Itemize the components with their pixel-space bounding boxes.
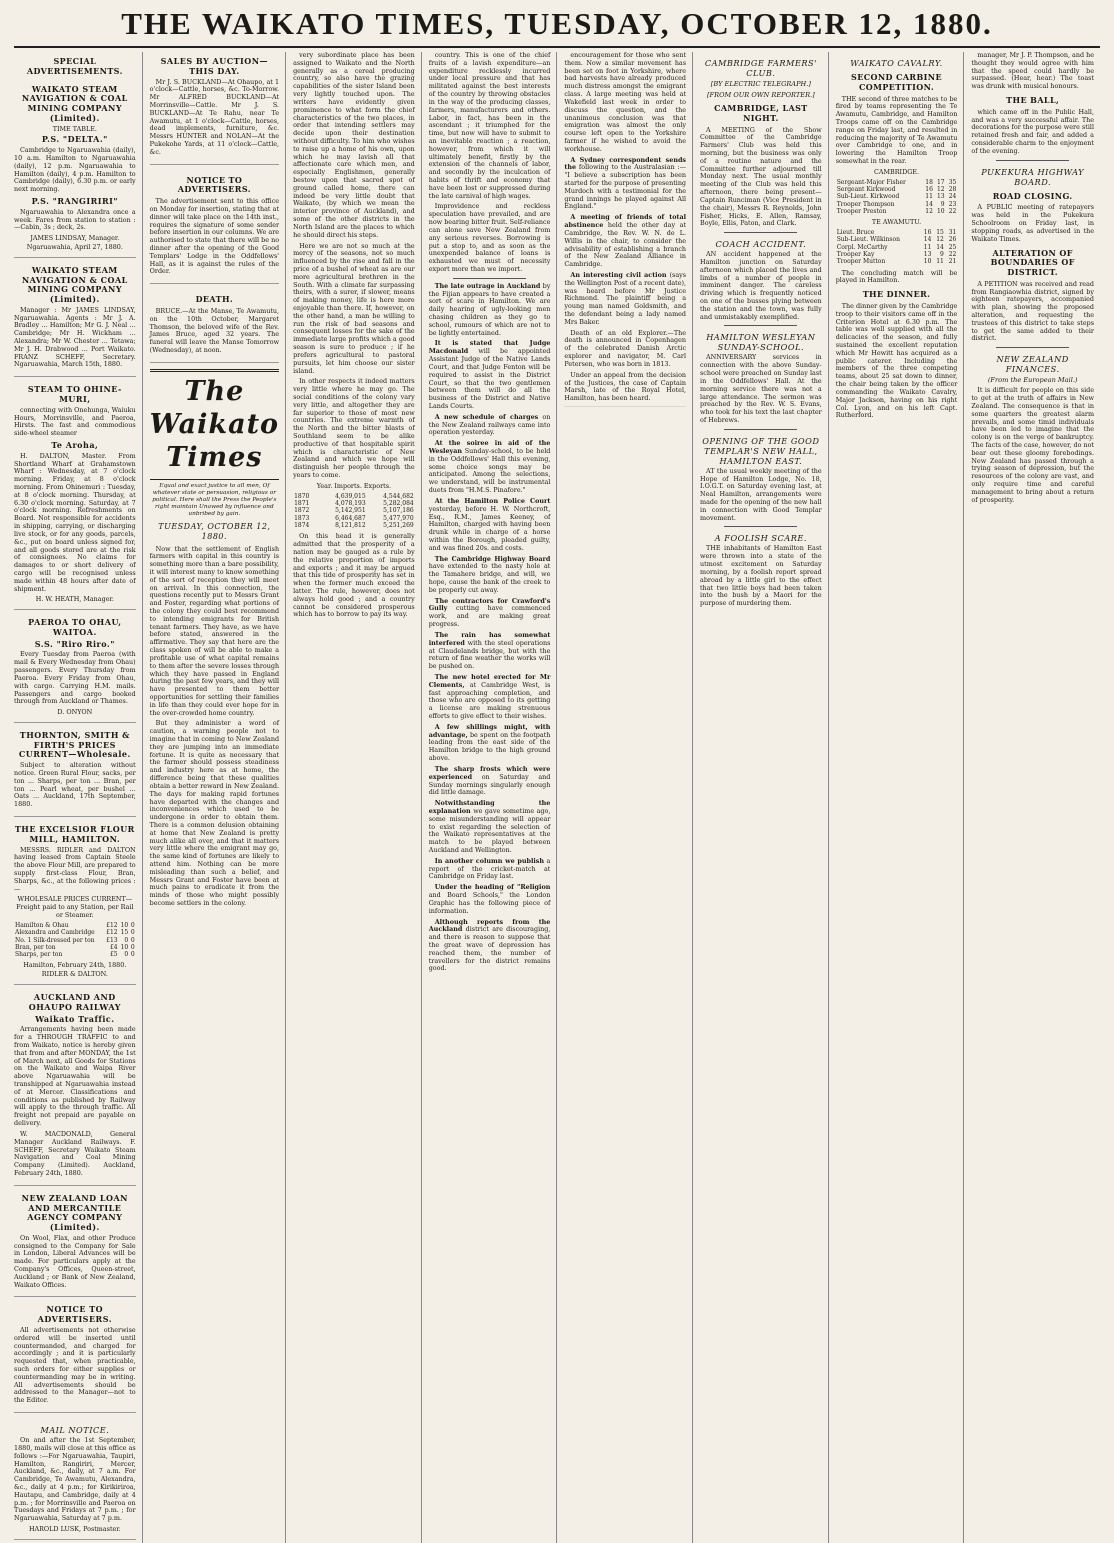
trade-row: [293, 522, 415, 529]
brief-lead: A few shillings might, with advantage,: [428, 722, 551, 739]
divider: [724, 526, 797, 527]
report-body: The concluding match will be played in Hamilton.: [835, 268, 958, 285]
ad-signature: W. MACDONALD, General Manager Auckland Railways. F. SCHEFF, Secretary Waikato Steam Navigation and Coal Mining Company (Limited). Auckland, February 24th, 1880.: [14, 1129, 136, 1177]
brief-lead: A meeting of friends of total abstinence: [564, 213, 687, 230]
ad-ship-name: S.S. "Riro Riro.": [34, 638, 115, 649]
brief-text: district are discouraging, and there is reason to suppose that the great wave of depression has reached them, the number of travellers for the district remains good.: [428, 925, 551, 973]
brief-lead: Although reports from the Auckland: [428, 917, 551, 934]
price-table-heading: WHOLESALE PRICES CURRENT— Freight paid to any Station, per Rail or Steamer.: [16, 895, 134, 920]
brief-lead: Notwithstanding the explanation: [428, 799, 551, 815]
score-row: [836, 201, 958, 208]
table-cell: 10: [936, 207, 945, 215]
article-body: Death of an old Explorer.—The death is announced in Copenhagen of the celebrated Danish Arctic explorer and navigator, M. Carl Petersen, who was born in 1813.: [564, 328, 687, 368]
report-lead: SECOND CARBINE COMPETITION.: [851, 72, 942, 92]
score-table: [836, 229, 958, 266]
table-cell: 11: [925, 193, 933, 201]
text-filler: [564, 406, 686, 412]
ad-body: MESSRS. RIDLER and DALTON having leased from Captain Steele the above Flour Mill, are prepared to supply first-class Flour, Bran, Sharps, &c., at the following prices :—: [14, 845, 136, 893]
ad-body: On Wool, Flax, and other Produce consigned to the Company for Sale in London, Liberal Advances will be made. For particulars apply at the Company's Offices, Queen-street, Auckland ; or Bank of New Zealand, Waikato Offices.: [14, 1233, 136, 1289]
score-row: [836, 186, 958, 193]
report-body: AT the usual weekly meeting of the Hope of Hamilton Lodge, No. 18, I.O.G.T. on Saturday evening last, at Neal Hamilton, arrangements were made for the opening of the new hall in connection with Good Templar movement.: [700, 466, 822, 522]
auction-heading: SALES BY AUCTION—THIS DAY.: [160, 56, 269, 76]
ad-title: WAIKATO STEAM NAVIGATION & COAL MINING COMPANY (Limited).: [21, 264, 128, 304]
table-cell: 16: [923, 229, 932, 236]
brief-item: [429, 858, 551, 881]
table-cell: 0: [130, 929, 135, 937]
brief-item: [429, 632, 551, 671]
ad-title: PAEROA TO OHAU, WAITOA.: [28, 617, 122, 637]
notice-heading: NOTICE TO ADVERTISERS.: [37, 1304, 112, 1325]
ad-subtitle: TIME TABLE.: [52, 124, 97, 133]
column-4: [429, 52, 558, 1543]
brief-text: be spent on the footpath leading from the east side of the Hamilton bridge to the high ground above.: [428, 730, 551, 763]
table-cell: 0: [130, 936, 135, 944]
brief-item: [564, 272, 686, 327]
table-cell: 28: [948, 185, 957, 193]
report-subheading: [BY ELECTRIC TELEGRAPH.]: [710, 80, 811, 88]
table-cell: £12: [106, 929, 118, 937]
table-cell: 4,544,682: [383, 492, 414, 500]
column-8: [971, 52, 1100, 1543]
brief-item: [429, 724, 551, 763]
brief-text: following to the Australasian :— "I believe a subscription has been started for the purpose of presenting Murdoch with a testimonial for the grand innings he played against All England.": [564, 163, 687, 211]
brief-text: on Saturday and Sunday mornings singularly enough did little damage.: [428, 772, 551, 797]
report-body: THE second of three matches to be fired by teams representing the Te Awamutu, Cambridge, and Hamilton Troops came off on the Cambridge range on Friday last, and resulted in reducing the majority of Te Awamutu over Cambridge to one, and in lowering the Hamilton Troop somewhat in the rear.: [835, 94, 958, 165]
table-cell: 4,639,015: [335, 492, 366, 500]
brief-item: [429, 674, 551, 721]
brief-item: [564, 157, 686, 212]
notice-block: [150, 168, 279, 285]
report-lead: CAMBRIDGE, LAST NIGHT.: [714, 103, 808, 123]
brief-item: [429, 440, 551, 495]
divider: [453, 278, 526, 279]
table-cell: 25: [948, 243, 957, 251]
brief-item: [429, 283, 551, 338]
table-cell: 18: [925, 178, 933, 186]
brief-lead: It is stated that Judge Macdonald: [428, 339, 551, 356]
score-row: [836, 251, 958, 258]
table-cell: 8,121,812: [335, 521, 366, 529]
notice-heading: NOTICE TO ADVERTISERS.: [177, 174, 251, 195]
price-row: [14, 937, 136, 944]
price-row: [14, 951, 136, 958]
ad-railway: [14, 988, 136, 1186]
brief-item: [429, 919, 551, 974]
ad-title: THORNTON, SMITH & FIRTH'S PRICES CURRENT—Wholesale.: [18, 729, 131, 760]
table-cell: 11: [936, 258, 944, 266]
brief-text: a report of the cricket-match at Cambridge on Friday last.: [428, 856, 551, 881]
table-cell: No. 1 Silk-dressed per ton: [15, 936, 95, 944]
report-body: A PUBLIC meeting of ratepayers was held in the Pukekura Schoolroom on Friday last, in stopping roads, as advertised in the Waikato Times.: [971, 203, 1094, 243]
ad-excelsior-mill: [14, 820, 136, 985]
editorial-body: But they administer a word of caution, a warning people not to imagine that in coming to New Zealand they are jumping into an immediate fortune. It is quite as necessary that the farmer should possess steadiness and industry here as at home, the difference being that these qualities obtain a better reward in New Zealand. The days for making rapid fortunes have departed with the changes and inconveniences which used to be undergone in order to obtain them. There is a common delusion obtaining at home that New Zealand is pretty much alike all over, and that it matters very little where the emigrant may go, the same kind of fortunes are likely to attend him. Nothing can be more misleading than such a belief, and Messrs Grant and Foster have been at much pains to eradicate it from the minds of those who might possibly become settlers in the colony.: [149, 719, 280, 908]
score-table-heading: TE AWAMUTU.: [871, 218, 922, 227]
report-heading: WAIKATO CAVALRY.: [850, 58, 943, 68]
divider: [724, 325, 797, 326]
ad-body: Manager : Mr JAMES LINDSAY, Ngaruawahia. Agents : Mr J. A. Bradley ... Hamilton; Mr G. J. Neal ... Cambridge; Mr H. Wickham ... Alexandra; Mr W. Chester ... Tetawa; Mr J. H. Drabwood ... Port Waikato. FRANZ SCHEFF, Secretary. Ngaruawahia, March 15th, 1880.: [14, 305, 136, 369]
ad-steam-ohinemuri: [14, 380, 136, 610]
table-cell: 12: [936, 236, 944, 244]
table-cell: 0: [130, 951, 135, 959]
table-cell: 5,142,951: [335, 507, 366, 515]
table-cell: Trooper Thompson: [836, 200, 895, 208]
death-heading: DEATH.: [195, 294, 234, 305]
brief-item: [429, 766, 551, 797]
brief-text: will be appointed Assistant Judge of the Native Lands Court, and that Judge Fenton will be required to assist in the District Court, so that the two gentlemen between them will do all the business of the District and Native Lands Courts.: [428, 347, 551, 410]
table-cell: 0: [130, 943, 135, 951]
table-cell: 5,282,084: [383, 500, 414, 507]
table-cell: £5: [109, 951, 118, 959]
column-7: [836, 52, 965, 1543]
ad-signature: JAMES LINDSAY, Manager.: [30, 234, 120, 243]
article-body: encouragement for those who sent them. Now a similar movement has been set on foot in Yorkshire, where bad harvests have already produced much distress amongst the emigrant class. A large meeting was held at Wakefield last week in order to discuss the question, and the unanimous conclusion was that emigration was almost the only course left open to the Yorkshire farmer if he wished to avoid the workhouse.: [564, 51, 687, 153]
divider: [996, 347, 1070, 348]
table-cell: 0: [124, 951, 129, 959]
table-cell: 10: [120, 943, 129, 951]
divider: [724, 429, 797, 430]
brief-lead: At the Hamilton Police Court: [434, 496, 551, 505]
sales-by-auction: [150, 52, 279, 165]
ad-ship-name: Te Aroha,: [51, 440, 99, 450]
editorial-body: On this head it is generally admitted that the prosperity of a nation may be gauged as a rule by the relative proportion of imports and exports ; and it may be argued that this tide of prosperity has set in when the former much exceed the latter. The rule, however, does not always hold good ; and a country cannot be considered prosperous which has to borrow to pay its way.: [293, 532, 415, 619]
table-cell: 1872: [294, 507, 310, 515]
table-cell: Sub-Lieut. Kirkwood: [836, 193, 900, 201]
ad-body: connecting with Onehunga, Waiuku Hours, Morrinsville, and Paeroa, Hirsts. The fast and commodious side-wheel steamer: [14, 405, 136, 438]
ad-ship-name: P.S. "RANGIRIRI": [31, 195, 119, 206]
auction-body: Mr J. S. BUCKLAND—At Ohaupo, at 1 o'clock—Cattle, horses, &c. To-Morrow. Mr ALFRED BUCKLAND—At Morrinsville—Cattle. Mr J. S. BUCKLAND—At Te Rahu, near Te Awamutu, at 1 o'clock—Cattle, horses, dead implements, furniture, &c. Messrs HUNTER and NOLAN—At the Pukekohe Yards, at 11 o'clock—Cattle, &c.: [149, 77, 280, 156]
divider: [724, 232, 797, 233]
table-cell: 22: [948, 207, 957, 215]
table-cell: 15: [936, 229, 944, 236]
score-row: [836, 244, 958, 251]
mail-notice: [14, 1416, 136, 1540]
notice-body: All advertisements not otherwise ordered will be inserted until countermanded, and charged for accordingly ; and it is particularly requested that, when practicable, such orders for either supplies or countermanding may be in writing. All advertisements should be addressed to the Manager—not to the Editor.: [14, 1325, 136, 1405]
columns: [14, 51, 1100, 1533]
mail-notice-body: On and after the 1st September, 1880, mails will close at this office as follows :—For Ngaruawahia, Taupiri, Hamilton, Rangiriri, Mercer, Auckland, &c., daily, at 7 a.m. For Cambridge, Te Awamutu, Alexandra, &c., daily at 4 p.m.; for Kirikiriroa, Hautapu, and Cambridge, daily at 4 p.m. ; for Morrinsville and Paeroa on Tuesdays and Fridays at 7 p.m. ; for Ngaruawahia, Saturday at 7 p.m.: [14, 1436, 136, 1523]
report-heading: HAMILTON WESLEYAN SUNDAY-SCHOOL.: [706, 332, 816, 353]
price-row: [14, 944, 136, 951]
brief-item: [429, 598, 551, 629]
table-cell: Corpl. McCarthy: [836, 243, 888, 251]
trade-row: [293, 515, 415, 522]
trade-row: [293, 500, 415, 507]
score-row: [836, 258, 958, 265]
report-body: A MEETING of the Show Committee of the Cambridge Farmers' Club was held this morning, but the business was only of a routine nature and the Committee further adjourned till Monday next. The usual monthly meeting of the Club was held this afternoon, there being present—Captain Runciman (Vice President in the chair), Messrs R. Reynolds, John Fisher, Hicks, E. Allen, Ramsay, Boyle, Ellis, Paton, and Clark.: [700, 125, 822, 228]
table-cell: Sergeant Kirkwood: [836, 185, 896, 193]
table-cell: 22: [948, 250, 957, 258]
table-cell: £13: [106, 936, 118, 944]
table-cell: 4,078,193: [335, 500, 366, 507]
notice-body: The advertisement sent to this office on Monday for insertion, stating that at dinner will take place on the 14th inst., requires the signature of some sender before insertion in our columns. We are authorised to state that there will be no dinner after the opening of the Good Templars' Lodge in the Oddfellows' Hall, as it is against the rules of the Order.: [149, 197, 280, 276]
column-1: [14, 52, 143, 1543]
ad-title: THE EXCELSIOR FLOUR MILL, HAMILTON.: [14, 824, 135, 844]
report-body: manager, Mr J. P. Thompson, and he thought they would agree with him that the speed could hardly be surpassed. (Hear, hear.) The toast was drunk with musical honours.: [971, 51, 1094, 91]
ad-title: NEW ZEALAND LOAN AND MERCANTILE AGENCY COMPANY (Limited).: [21, 1192, 128, 1232]
table-cell: 1870: [294, 492, 310, 500]
mail-notice-signature: HAROLD LUSK, Postmaster.: [28, 1525, 121, 1533]
score-row: [836, 193, 958, 200]
score-row: [836, 236, 958, 243]
brief-lead: In another column we publish: [434, 856, 545, 865]
table-cell: 31: [948, 229, 957, 236]
table-cell: 15: [120, 929, 129, 937]
divider: [996, 160, 1070, 161]
special-advertisements-heading: SPECIAL ADVERTISEMENTS.: [26, 56, 123, 76]
table-cell: Sub-Lieut. Wilkinson: [836, 236, 900, 244]
trade-table-heading: Year. Imports. Exports.: [316, 481, 392, 490]
report-subheading: THE DINNER.: [862, 289, 931, 300]
trade-row: [293, 493, 415, 500]
table-cell: 16: [925, 185, 933, 193]
report-body: A PETITION was received and read from Rangiaowhia district, signed by eighteen ratepayers, accompanied with plan, showing the proposed alteration, and requesting the trustees of this district to take steps to get the same added to their district.: [971, 279, 1094, 343]
table-cell: 12: [936, 185, 945, 193]
price-table: [14, 922, 136, 959]
brief-lead: A new schedule of charges: [434, 412, 539, 421]
table-cell: Lieut. Bruce: [836, 229, 875, 236]
brief-text: with the steel operations at Claudelands bridge, but with the return of fine weather the works will be pushed on.: [428, 638, 551, 671]
table-cell: 17: [936, 178, 945, 186]
brief-lead: An interesting civil action: [570, 270, 667, 279]
masthead: [14, 6, 1100, 48]
brief-lead: The Cambridge Highway Board: [434, 554, 551, 563]
newspaper-nameplate: The Waikato Times: [150, 369, 279, 480]
table-cell: Trooper Mutton: [836, 258, 886, 266]
column-6: [700, 52, 829, 1543]
brief-item: [429, 340, 551, 410]
brief-item: [429, 884, 551, 915]
table-cell: 9: [940, 250, 944, 258]
table-cell: Alexandra and Cambridge: [15, 929, 95, 937]
ad-subtitle: Waikato Traffic.: [35, 1013, 115, 1024]
ad-body: Cambridge to Ngaruawahia (daily), 10 a.m. Hamilton to Ngaruawahia (daily), 12 p.m. Ngaruawahia to Hamilton (daily), 4 p.m. Hamilton to Cambridge (daily), 6.30 p.m. or early next morning.: [14, 146, 136, 194]
brief-text: we gave sometime ago, some misunderstanding will appear to exist regarding the selection of the Waikato representatives at the match to be played between Auckland and Wellington.: [428, 806, 551, 854]
table-cell: 14: [925, 200, 933, 208]
report-subheading: THE BALL,: [1006, 95, 1060, 106]
report-subheading: [FROM OUR OWN REPORTER.]: [706, 91, 815, 100]
editorial-lead: Now that the settlement of English farmers with capital in this country is something more than a bare possibility, it will interest many to know something of the sort of reception they will meet on arrival. In this connection, the questions recently put to Messrs Grant and Foster, regarding what portions of the colony they could best recommend to intending emigrants for British tenant farmers. They have, as we have before stated, answered in the affirmative. They say that here are the class spoken of will be able to make a profitable use of what capital remains to them after the severe losses through which they have passed in England during the past few years, and they will have presented to them better opportunities for settling their families in life than they could ever hope for in the over-crowded home country.: [149, 544, 280, 717]
brief-item: [429, 498, 551, 553]
column-5: [564, 52, 693, 1543]
table-cell: 5,251,269: [383, 521, 414, 529]
score-table-heading: CAMBRIDGE.: [874, 167, 920, 176]
ad-body: Subject to alteration without notice. Green Rural Flour, sacks, per ton ... Sharps, per ton ... Bran, per ton ... Pearl wheat, per bushel ... Oats ... Auckland, 17th September, 1880.: [14, 761, 136, 809]
table-cell: 10: [120, 921, 129, 929]
ad-title: AUCKLAND AND OHAUPO RAILWAY: [28, 992, 121, 1012]
brief-lead: The late outrage in Auckland: [434, 281, 541, 290]
table-cell: Sergeant-Major Fisher: [836, 178, 906, 186]
brief-text: and Board Schools," the London Graphic has the following piece of information.: [428, 891, 551, 915]
brief-lead: The new hotel erected for Mr Clements,: [428, 672, 551, 689]
editorial-body: Here we are not so much at the mercy of the seasons, not so much influenced by the rise and fall in the price of a bushel of wheat as are our more agricultural brethren in the South. With a climate far surpassing theirs, with a surer, if slower, means of making money, life is here more enjoyable than there. If, however, on the other hand, a man be willing to run the risk of bad seasons and consequent losses for the sake of the immediate large profits which a good season is sure to produce ; if he prefers agricultural to pastoral pursuits, let him choose our sister island.: [293, 241, 415, 375]
brief-text: Sunday-school, to be held in the Oddfellows' Hall this evening, some choice songs may be anticipated. Among the selections, we understand, will be instrumental duets from "H.M.S. Pinafore.": [428, 447, 551, 495]
ad-paeroa: [14, 613, 136, 723]
table-cell: Trooper Preston: [836, 207, 887, 215]
table-cell: 5,477,970: [383, 514, 414, 522]
table-cell: 1871: [294, 500, 310, 507]
ad-body: Arrangements having been made for a THROUGH TRAFFIC to and from Waikato, notice is hereby given that from and after MONDAY, the 1st of March next, all Goods for Stations on the Waikato and Waipa River above Ngaruawahia will be transhipped at Ngaruawahia instead of at Mercer. Classifications and conditions as published by Railway will apply to the through traffic. All freight not prepaid are payable on delivery.: [14, 1025, 136, 1128]
ad-steam-navigation: [14, 80, 136, 258]
brief-item: [429, 556, 551, 595]
report-heading: COACH ACCIDENT.: [715, 239, 807, 250]
report-body: AN accident happened at the Hamilton junction on Saturday afternoon which placed the lives and limbs of a number of people in imminent danger. The careless driving which is frequently noticed on one of the busses plying between the station and the town, was fully and unmistakably exemplified.: [700, 250, 822, 321]
brief-text: by the Fijian appears to have created a sort of scare in Hamilton. We are daily hearing of ugly-looking men chasing children as they go to school, rumours of which are not to be lightly entertained.: [428, 281, 551, 337]
ad-signature: H. W. HEATH, Manager.: [35, 595, 114, 604]
table-cell: 11: [923, 243, 932, 251]
table-cell: 26: [948, 236, 957, 244]
report-heading: PUKEKURA HIGHWAY BOARD.: [981, 166, 1085, 187]
ad-body: Every Tuesday from Paeroa (with mail & Every Wednesday from Ohau) passengers. Every Thursday from Paeroa. Every Friday from Ohau, with cargo. Carrying H.M. mails. Passengers and cargo booked through from Auckland or Thames.: [14, 650, 136, 706]
report-body: The dinner given by the Cambridge troop to their visitors came off in the Criterion Hotel at 6.30 p.m. The table was well supplied with all the delicacies of the season, and fully sustained the excellent reputation which Mr Hewitt has acquired as a public caterer. Including the members of the three competing teams, about 25 sat down to dinner, the chair being taken by the officer commanding the Waikato Cavalry, Major Jackson, having on his right Col. Lyon, and on his left Capt. Rutherford.: [835, 301, 958, 420]
notice-to-advertisers: [14, 1300, 136, 1413]
table-cell: Sharps, per ton: [15, 951, 63, 959]
report-heading: A FOOLISH SCARE.: [714, 533, 807, 544]
ad-ship-name: P.S. "DELTA.": [41, 134, 108, 145]
table-cell: 1874: [294, 521, 310, 529]
table-cell: 0: [124, 936, 129, 944]
report-lead: ROAD CLOSING.: [992, 190, 1073, 201]
editorial-body: Improvidence and reckless speculation have prevailed, and are now bearing bitter fruit. Self-reliance can alone save New Zealand from any serious reverses. Borrowing is put a stop to, and as soon as the unexpended balance of loans is exhausted we must of necessity export more than we import.: [428, 202, 551, 273]
death-notice: [150, 287, 279, 363]
brief-lead: The sharp frosts which were experienced: [428, 764, 551, 781]
report-heading: OPENING OF THE GOOD TEMPLAR'S NEW HALL, HAMILTON EAST.: [702, 435, 820, 466]
report-body: It is difficult for people on this side to get at the truth of affairs in New Zealand. The consequence is that in some quarters the greatest alarm prevails, and some timid individuals have been led to imagine that the colony is on the verge of bankruptcy. The facts of the case, however, do not bear out these gloomy forebodings. New Zealand has passed through a trying season of depression, but the resources of the colony are vast, and only require time and careful management to bring about a return of prosperity.: [971, 386, 1094, 504]
score-row: [836, 229, 958, 236]
trade-table: [293, 493, 415, 530]
report-heading: NEW ZEALAND FINANCES.: [996, 354, 1069, 375]
table-cell: Hamilton & Ohau: [15, 921, 69, 929]
brief-text: at Cambridge West, is fast approaching completion, and those who are opposed to its getting a license are making strenuous efforts to give effect to their wishes.: [428, 680, 551, 720]
table-cell: 0: [130, 921, 135, 929]
brief-text: cutting have commenced work, and are making great progress.: [428, 604, 551, 629]
report-body: THE inhabitants of Hamilton East were thrown into a state of the utmost excitement on Saturday morning, by a foolish report spread abroad by a little girl to the effect that two little boys had been taken into the bush by a Maori for the purpose of murdering them.: [700, 544, 822, 608]
brief-item: [564, 214, 686, 269]
column-2: [150, 52, 286, 1543]
table-cell: 21: [948, 258, 957, 266]
ad-title: STEAM TO OHINE-MURI,: [27, 384, 122, 404]
table-cell: Trooper Kay: [836, 250, 875, 258]
brief-item: [429, 800, 551, 855]
price-row: [14, 929, 136, 936]
ad-body: Ngaruawahia to Alexandra once a week. Fares from station to station :—Cabin, 3s ; deck, 2s.: [14, 207, 136, 232]
brief-text: on the New Zealand railways came into operation yesterday.: [428, 412, 551, 437]
table-cell: 14: [923, 236, 932, 244]
score-table: [836, 179, 958, 216]
brief-lead: Under the heading of "Religion: [434, 883, 551, 892]
nameplate-motto: Equal and exact justice to all men, Of whatever state or persuasion, religious or political. Here shall the Press the People's right maintain Unawed by influence and unbribed by gain.: [152, 482, 277, 517]
score-row: [836, 179, 958, 186]
death-body: BRUCE.—At the Manse, Te Awamutu, on the 10th October, Margaret Thomson, the beloved wife of the Rev. James Bruce, aged 32 years. The funeral will leave the Manse Tomorrow (Wednesday), at noon.: [149, 307, 280, 355]
price-row: [14, 922, 136, 929]
ad-title: WAIKATO STEAM NAVIGATION & COAL MINING COMPANY (Limited).: [21, 83, 128, 123]
editorial-body: country. This is one of the chief fruits of a lavish expenditure—an expenditure recklessly incurred under local pressure and that has militated against the best interests of the country by throwing obstacles in the way of the producing classes, farmers, manufacturers and others. Labor, in fact, has been in the ascendant ; it triumphed for the time, but now will have to submit to an inevitable reaction ; a reaction, however, from which it will ultimately benefit, firstly by the extension of the channels of labor, and secondly by the inculcation of habits of thrift and economy that have been lost or suppressed during the late carnival of high wages.: [428, 51, 551, 200]
brief-item: [429, 414, 551, 437]
table-cell: 24: [948, 193, 957, 201]
table-cell: 10: [923, 258, 932, 266]
editorial-body: In other respects it indeed matters very little where he may go. The social conditions of the colony vary very little, and altogether they are far superior to those of most new countries. The extreme warmth of the North and the bitter blasts of Southland seem to be alike productive of that hospitable spirit which is characteristic of New Zealand and which we hope will distinguish her people through the years to come.: [293, 377, 415, 480]
ad-signature: RIDLER & DALTON.: [41, 970, 108, 979]
article-body: Under an appeal from the decision of the Justices, the case of Captain Marsh, late of the Royal Hotel, Hamilton, has been heard.: [564, 370, 687, 403]
table-cell: 13: [936, 193, 945, 201]
report-body: ANNIVERSARY services in connection with the above Sunday-school were preached on Sunday last in the Oddfellows' Hall. At the morning service there was not a large attendance. The sermon was preached by the Rev. W. S. Evans, who took for his text the last chapter of Hebrews.: [700, 353, 822, 424]
table-cell: 1873: [294, 514, 310, 522]
editorial-dateline: TUESDAY, OCTOBER 12, 1880.: [158, 522, 271, 541]
brief-text: held the other day at Cambridge, the Rev. W. N. de L. Willis in the chair, to consider the advisability of establishing a branch of the New Zealand Alliance in Cambridge.: [564, 221, 687, 269]
brief-lead: A Sydney correspondent sends the: [564, 155, 687, 172]
report-lead: ALTERATION OF BOUNDARIES OF DISTRICT.: [990, 247, 1075, 277]
mail-notice-heading: MAIL NOTICE.: [40, 1425, 110, 1436]
report-body: which came off in the Public Hall, and was a very successful affair. The decorations for the purpose were still retained fresh and fair, and added a considerable charm to the enjoyment of the evening.: [971, 107, 1094, 155]
ad-date: Ngaruawahia, April 27, 1880.: [26, 242, 123, 251]
table-cell: 6,464,687: [335, 514, 366, 522]
table-cell: Bran, per ton: [15, 943, 56, 951]
trade-row: [293, 507, 415, 514]
table-cell: 23: [948, 200, 957, 208]
ad-body: H. DALTON, Master. From Shortland Wharf at Grahamstown Wharf : Wednesday, at 7 o'clock morning. Friday, at 8 o'clock morning. From Ohinemuri : Tuesday, at 8 o'clock morning. Thursday, at 6.30 o'clock morning. Saturday, at 7 o'clock morning. Refreshments on Board. Not responsible for accidents in shipping, carrying, or discharging live stock, or for any goods, parcels, &c., put on board unless signed for, and all goods stored are at the risk of consignees. No claims for damages to or short delivery of cargo will be recognised unless made within 48 hours after date of shipment.: [14, 451, 136, 593]
brief-text: (says the Wellington Post of a recent date), was heard before Mr Justice Richmond. The plaintiff being a young man named Goldsmith, and the defendant being a lady named Mrs Baker.: [564, 270, 687, 326]
ad-thornton-prices: [14, 726, 136, 817]
table-cell: 14: [936, 243, 944, 251]
editorial-body: very subordinate place has been assigned to Waikato and the North generally as a cereal producing country, so also have the grazing capabilities of the sister Island been very lightly touched upon. The writers have evidently given prominence to what form the chief characteristics of the two places, in order that intending settlers may decide upon their destination without difficulty. To him who wishes to raise up a home of his own, upon which he may lavish all that affectionate care which men, and especially Englishmen, generally bestow upon that sacred spot of ground called home, there can indeed be very little doubt that Waikato, (by which we mean the interior province of Auckland), and some of the other districts in the North Island are the places to which he should direct his steps.: [293, 51, 415, 239]
brief-text: have extended to the nasty hole at the Tamahere bridge, and will, we hope, cause the bank of the creek to be properly cut away.: [428, 562, 551, 594]
table-cell: 9: [940, 200, 945, 208]
column-3: [293, 52, 422, 1543]
report-source: (From the European Mail.): [987, 376, 1078, 385]
ad-date: Hamilton, February 24th, 1880.: [23, 961, 127, 970]
ad-signature: D. ONYON: [57, 708, 93, 717]
brief-text: yesterday, before H. W. Northcroft, Esq., R.M., James Keeney, of Hamilton, charged with having been drunk while in charge of a horse within the Borough, pleaded guilty, and was fined 20s. and costs.: [428, 504, 551, 552]
brief-lead: At the soiree in aid of the Wesleyan: [428, 439, 551, 455]
table-cell: £4: [109, 943, 118, 951]
report-heading: CAMBRIDGE FARMERS' CLUB.: [704, 58, 817, 78]
table-cell: 13: [923, 250, 932, 258]
table-cell: 35: [948, 178, 957, 186]
ad-loan-agency: [14, 1189, 136, 1298]
brief-lead: The rain has somewhat interfered: [428, 630, 551, 647]
masthead-title: THE WAIKATO TIMES, TUESDAY, OCTOBER 12, 1880.: [121, 6, 993, 41]
table-cell: 5,107,186: [383, 507, 414, 515]
table-cell: 12: [925, 207, 933, 215]
table-cell: £12: [106, 921, 118, 929]
brief-lead: The contractors for Crawford's Gully: [428, 596, 551, 613]
ad-steam-navigation-agents: [14, 261, 136, 378]
score-row: [836, 208, 958, 215]
